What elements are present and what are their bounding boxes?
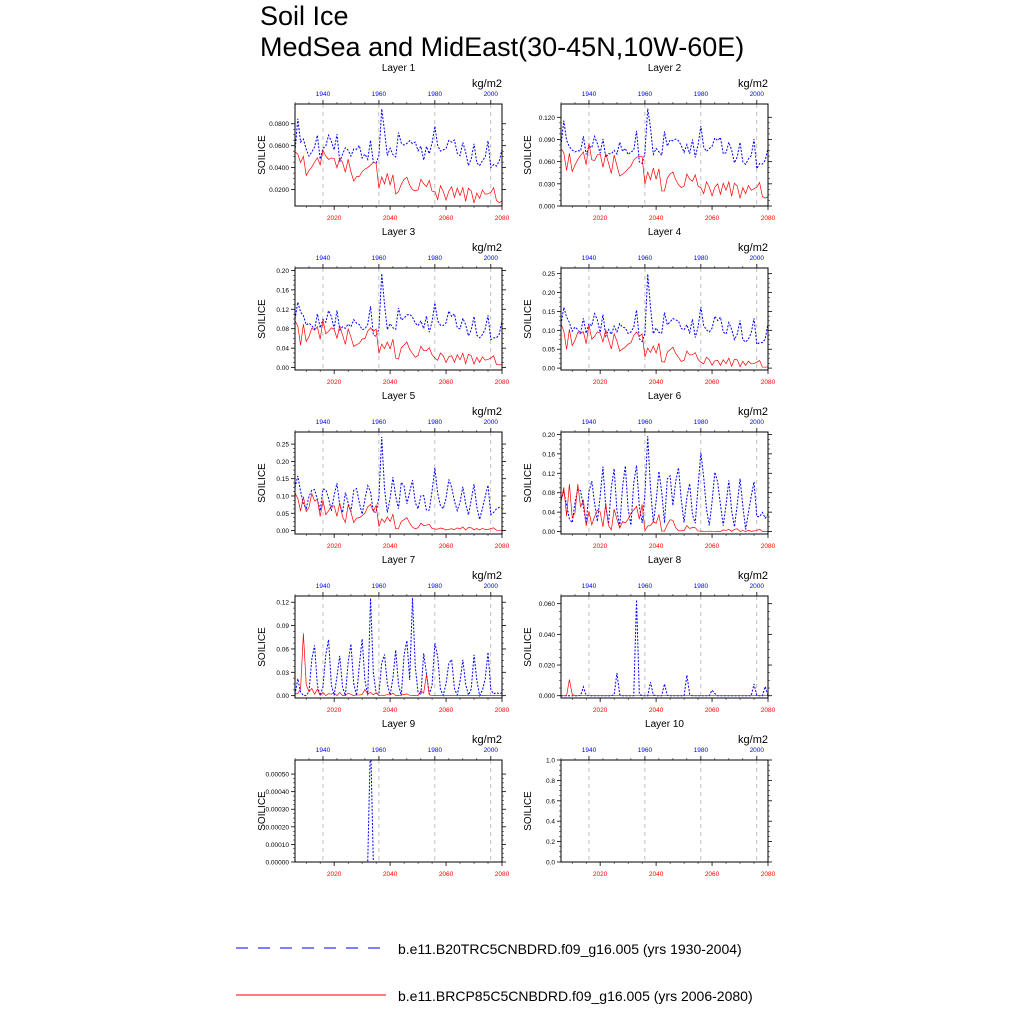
units-label: kg/m2	[472, 78, 502, 90]
bottom-x-tick-label: 2020	[326, 707, 342, 714]
y-tick-label: 0.0600	[269, 143, 289, 151]
series-line-future	[561, 324, 768, 367]
y-tick-label: 0.2	[545, 839, 555, 847]
y-tick-label: 0.08	[276, 326, 289, 334]
panel-layer-2	[523, 63, 776, 222]
bottom-x-tick-label: 2020	[592, 379, 608, 386]
panel-layer-7	[257, 555, 510, 714]
series-line-historical	[295, 273, 502, 339]
bottom-x-tick-label: 2080	[494, 871, 510, 878]
y-tick-label: 0.12	[276, 599, 289, 607]
series-line-future	[295, 320, 502, 365]
y-tick-label: 0.4	[545, 818, 555, 826]
y-tick-label: 1.0	[545, 757, 555, 765]
top-x-tick-label: 1980	[693, 583, 709, 590]
bottom-x-tick-label: 2040	[382, 379, 398, 386]
top-x-tick-label: 1940	[581, 419, 597, 426]
y-tick-label: 0.00050	[265, 771, 289, 779]
top-x-tick-label: 1940	[581, 255, 597, 262]
top-x-tick-label: 2000	[483, 583, 499, 590]
y-tick-label: 0.16	[276, 287, 289, 295]
top-x-tick-label: 1980	[693, 91, 709, 98]
panel-layer-5	[257, 391, 510, 550]
plot-frame	[561, 760, 768, 862]
y-tick-label: 0.0	[545, 859, 555, 867]
y-tick-label: 0.00	[276, 693, 289, 701]
y-tick-label: 0.0400	[269, 165, 289, 173]
panel-layer-10	[523, 719, 776, 878]
top-x-tick-label: 1980	[427, 583, 443, 590]
series-line-historical	[561, 436, 768, 529]
units-label: kg/m2	[738, 406, 768, 418]
units-label: kg/m2	[738, 570, 768, 582]
y-tick-label: 0.0200	[269, 187, 289, 195]
y-tick-label: 0.09	[276, 623, 289, 631]
plot-frame	[295, 760, 502, 862]
y-tick-label: 0.06	[276, 646, 289, 654]
top-x-tick-label: 1940	[315, 255, 331, 262]
top-x-tick-label: 2000	[483, 419, 499, 426]
bottom-x-tick-label: 2040	[382, 871, 398, 878]
top-x-tick-label: 1960	[371, 747, 387, 754]
bottom-x-tick-label: 2040	[382, 543, 398, 550]
bottom-x-tick-label: 2080	[494, 379, 510, 386]
y-axis-label: SOILICE	[523, 463, 534, 503]
y-tick-label: 0.00040	[265, 789, 289, 797]
y-axis-label: SOILICE	[523, 135, 534, 175]
y-tick-label: 0.04	[542, 509, 555, 517]
plot-frame	[561, 596, 768, 698]
units-label: kg/m2	[472, 242, 502, 254]
units-label: kg/m2	[738, 242, 768, 254]
y-tick-label: 0.05	[276, 510, 289, 518]
top-x-tick-label: 2000	[483, 91, 499, 98]
top-x-tick-label: 1940	[315, 419, 331, 426]
bottom-x-tick-label: 2040	[648, 543, 664, 550]
y-tick-label: 0.04	[276, 345, 289, 353]
y-axis-label: SOILICE	[523, 627, 534, 667]
top-x-tick-label: 1960	[371, 91, 387, 98]
y-tick-label: 0.03	[276, 669, 289, 677]
y-tick-label: 0.030	[538, 181, 555, 189]
y-tick-label: 0.15	[276, 476, 289, 484]
bottom-x-tick-label: 2040	[648, 871, 664, 878]
y-tick-label: 0.16	[542, 451, 555, 459]
panel-layer-4	[523, 227, 776, 386]
bottom-x-tick-label: 2040	[382, 215, 398, 222]
series-line-historical	[561, 274, 768, 344]
bottom-x-tick-label: 2020	[326, 215, 342, 222]
bottom-x-tick-label: 2080	[760, 379, 776, 386]
y-tick-label: 0.20	[276, 267, 289, 275]
y-axis-label: SOILICE	[257, 791, 268, 831]
figure-title-line2: MedSea and MidEast(30-45N,10W-60E)	[260, 32, 745, 62]
y-tick-label: 0.020	[538, 662, 555, 670]
y-tick-label: 0.15	[542, 308, 555, 316]
panel-title: Layer 2	[647, 63, 682, 74]
bottom-x-tick-label: 2020	[592, 707, 608, 714]
bottom-x-tick-label: 2020	[326, 543, 342, 550]
legend-label-future: b.e11.BRCP85C5CNBDRD.f09_g16.005 (yrs 2006-2080)	[398, 988, 753, 1004]
y-tick-label: 0.12	[542, 470, 555, 478]
y-tick-label: 0.6	[545, 798, 555, 806]
panel-layer-1	[257, 63, 510, 222]
top-x-tick-label: 1980	[693, 419, 709, 426]
y-tick-label: 0.120	[538, 114, 555, 122]
y-tick-label: 0.05	[542, 346, 555, 354]
y-axis-label: SOILICE	[257, 463, 268, 503]
y-tick-label: 0.00000	[265, 859, 289, 867]
panel-layer-6	[523, 391, 776, 550]
series-line-historical	[295, 437, 502, 520]
bottom-x-tick-label: 2080	[494, 543, 510, 550]
bottom-x-tick-label: 2060	[704, 379, 720, 386]
top-x-tick-label: 1960	[637, 91, 653, 98]
panel-title: Layer 3	[381, 227, 416, 238]
series-line-historical	[295, 739, 502, 862]
bottom-x-tick-label: 2080	[760, 707, 776, 714]
top-x-tick-label: 2000	[749, 91, 765, 98]
panel-title: Layer 5	[381, 391, 416, 402]
bottom-x-tick-label: 2060	[438, 215, 454, 222]
y-tick-label: 0.000	[538, 693, 555, 701]
y-tick-label: 0.040	[538, 631, 555, 639]
bottom-x-tick-label: 2040	[382, 707, 398, 714]
top-x-tick-label: 1940	[581, 91, 597, 98]
bottom-x-tick-label: 2060	[438, 379, 454, 386]
y-tick-label: 0.000	[538, 203, 555, 211]
bottom-x-tick-label: 2080	[760, 215, 776, 222]
y-tick-label: 0.00	[276, 528, 289, 536]
bottom-x-tick-label: 2060	[704, 871, 720, 878]
y-tick-label: 0.060	[538, 159, 555, 167]
y-axis-label: SOILICE	[523, 791, 534, 831]
top-x-tick-label: 1980	[427, 255, 443, 262]
top-x-tick-label: 1940	[315, 747, 331, 754]
top-x-tick-label: 1940	[581, 583, 597, 590]
top-x-tick-label: 1960	[371, 255, 387, 262]
legend	[0, 925, 1024, 1020]
units-label: kg/m2	[472, 734, 502, 746]
top-x-tick-label: 2000	[483, 747, 499, 754]
top-x-tick-label: 2000	[483, 255, 499, 262]
bottom-x-tick-label: 2060	[438, 543, 454, 550]
top-x-tick-label: 1960	[371, 583, 387, 590]
y-tick-label: 0.090	[538, 136, 555, 144]
top-x-tick-label: 1960	[637, 747, 653, 754]
series-line-future	[561, 143, 768, 198]
y-axis-label: SOILICE	[257, 627, 268, 667]
plot-frame	[295, 432, 502, 534]
y-tick-label: 0.25	[542, 271, 555, 279]
y-tick-label: 0.10	[542, 327, 555, 335]
panel-title: Layer 4	[647, 227, 682, 238]
y-tick-label: 0.10	[276, 493, 289, 501]
top-x-tick-label: 1960	[637, 419, 653, 426]
y-tick-label: 0.8	[545, 777, 555, 785]
y-tick-label: 0.00	[542, 365, 555, 373]
panel-title: Layer 8	[647, 555, 682, 566]
y-axis-label: SOILICE	[523, 299, 534, 339]
y-tick-label: 0.20	[542, 431, 555, 439]
series-line-historical	[295, 109, 502, 168]
top-x-tick-label: 1980	[693, 255, 709, 262]
top-x-tick-label: 1980	[427, 91, 443, 98]
panel-layer-8	[523, 555, 776, 714]
legend-label-historical: b.e11.B20TRC5CNBDRD.f09_g16.005 (yrs 1930-2004)	[398, 941, 742, 957]
y-axis-label: SOILICE	[257, 299, 268, 339]
y-tick-label: 0.00	[542, 529, 555, 537]
bottom-x-tick-label: 2020	[326, 379, 342, 386]
top-x-tick-label: 1940	[315, 583, 331, 590]
panel-layer-3	[257, 227, 510, 386]
y-tick-label: 0.12	[276, 306, 289, 314]
panel-title: Layer 10	[645, 719, 684, 730]
plot-frame	[561, 268, 768, 370]
bottom-x-tick-label: 2060	[438, 871, 454, 878]
bottom-x-tick-label: 2040	[648, 379, 664, 386]
panel-title: Layer 6	[647, 391, 682, 402]
y-tick-label: 0.00010	[265, 841, 289, 849]
series-line-historical	[561, 600, 768, 696]
top-x-tick-label: 1960	[637, 583, 653, 590]
top-x-tick-label: 1960	[637, 255, 653, 262]
panel-title: Layer 9	[381, 719, 416, 730]
figure-title-line1: Soil Ice	[260, 1, 349, 31]
units-label: kg/m2	[738, 734, 768, 746]
top-x-tick-label: 2000	[749, 255, 765, 262]
panel-title: Layer 7	[381, 555, 416, 566]
bottom-x-tick-label: 2020	[326, 871, 342, 878]
bottom-x-tick-label: 2060	[704, 707, 720, 714]
units-label: kg/m2	[738, 78, 768, 90]
y-tick-label: 0.00020	[265, 824, 289, 832]
bottom-x-tick-label: 2040	[648, 215, 664, 222]
top-x-tick-label: 1960	[371, 419, 387, 426]
y-tick-label: 0.060	[538, 601, 555, 609]
y-tick-label: 0.00030	[265, 806, 289, 814]
bottom-x-tick-label: 2020	[592, 215, 608, 222]
y-tick-label: 0.20	[276, 458, 289, 466]
bottom-x-tick-label: 2080	[494, 707, 510, 714]
bottom-x-tick-label: 2080	[760, 543, 776, 550]
y-tick-label: 0.00	[276, 365, 289, 373]
units-label: kg/m2	[472, 570, 502, 582]
y-tick-label: 0.08	[542, 490, 555, 498]
panel-layer-9	[257, 719, 510, 878]
bottom-x-tick-label: 2020	[592, 871, 608, 878]
top-x-tick-label: 1980	[427, 747, 443, 754]
top-x-tick-label: 2000	[749, 583, 765, 590]
panel-title: Layer 1	[381, 63, 416, 74]
y-tick-label: 0.0800	[269, 121, 289, 129]
series-line-historical	[295, 598, 502, 696]
top-x-tick-label: 1980	[693, 747, 709, 754]
y-tick-label: 0.20	[542, 290, 555, 298]
bottom-x-tick-label: 2060	[704, 215, 720, 222]
bottom-x-tick-label: 2080	[760, 871, 776, 878]
bottom-x-tick-label: 2020	[592, 543, 608, 550]
series-line-future	[561, 680, 768, 696]
bottom-x-tick-label: 2060	[438, 707, 454, 714]
bottom-x-tick-label: 2040	[648, 707, 664, 714]
y-tick-label: 0.25	[276, 441, 289, 449]
top-x-tick-label: 1980	[427, 419, 443, 426]
units-label: kg/m2	[472, 406, 502, 418]
top-x-tick-label: 1940	[581, 747, 597, 754]
bottom-x-tick-label: 2080	[494, 215, 510, 222]
y-axis-label: SOILICE	[257, 135, 268, 175]
top-x-tick-label: 2000	[749, 747, 765, 754]
bottom-x-tick-label: 2060	[704, 543, 720, 550]
top-x-tick-label: 1940	[315, 91, 331, 98]
top-x-tick-label: 2000	[749, 419, 765, 426]
